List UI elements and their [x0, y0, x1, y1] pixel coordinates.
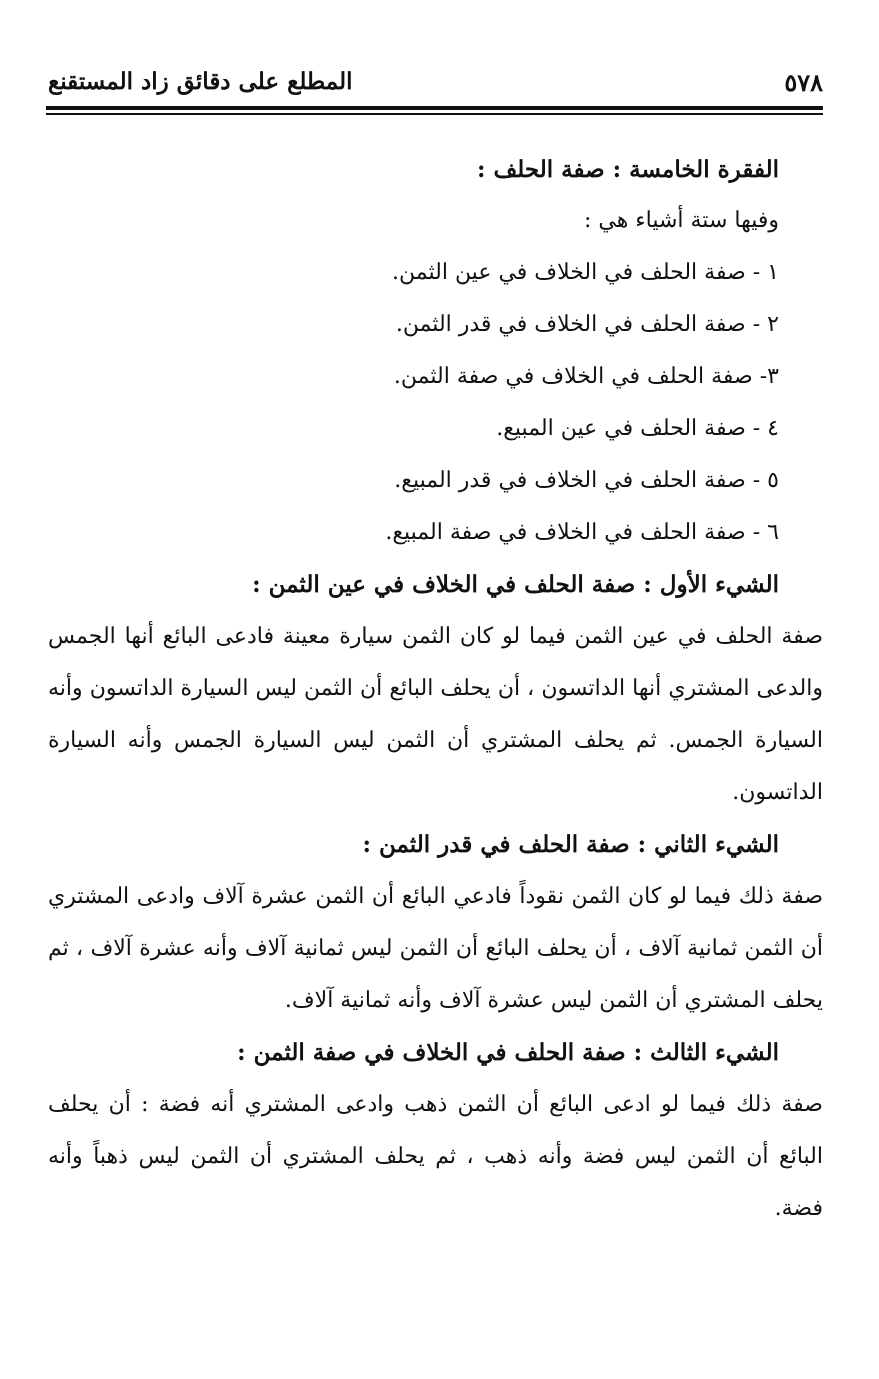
intro-line: وفيها ستة أشياء هي :: [583, 208, 779, 233]
part-paragraph: صفة ذلك فيما لو كان الثمن نقوداً فادعي البائع أن الثمن عشرة آلاف وادعى المشتري أن الثمن ثمانية آلاف ، أن يحلف البائع أن الثمن ليس ثمانية آلاف وأنه عشرة آلاف ، ثم يحلف المشتري أن الثمن ليس عشرة آلاف وأنه ثمانية آلاف.: [48, 884, 823, 1013]
list-item: ٤ - صفة الحلف في عين المبيع.: [496, 416, 779, 441]
list-item: ٥ - صفة الحلف في الخلاف في قدر المبيع.: [394, 468, 779, 493]
section-title: الفقرة الخامسة : صفة الحلف :: [476, 156, 779, 183]
header-rule-thick: [46, 106, 823, 110]
part-paragraph: صفة الحلف في عين الثمن فيما لو كان الثمن سيارة معينة فادعى البائع أنها الجمس والدعى المشتري أنها الداتسون ، أن يحلف البائع أن الثمن ليس السيارة الداتسون وأنه السيارة الجمس. ثم يحلف المشتري أن الثمن ليس السيارة الجمس وأنه السيارة الداتسون.: [48, 624, 823, 805]
list-item: ١ - صفة الحلف في الخلاف في عين الثمن.: [392, 260, 779, 285]
items-list: [48, 247, 779, 559]
page-number: ٥٧٨: [784, 68, 823, 97]
list-item: ٣- صفة الحلف في الخلاف في صفة الثمن.: [393, 364, 779, 389]
part-heading: الشيء الثالث : صفة الحلف في الخلاف في صفة الثمن :: [237, 1039, 779, 1066]
page-body: [48, 145, 823, 1235]
part-paragraph: صفة ذلك فيما لو ادعى البائع أن الثمن ذهب وادعى المشتري أنه فضة : أن يحلف البائع أن الثمن ليس فضة وأنه ذهب ، ثم يحلف المشتري أن الثمن ليس ذهباً وأنه فضة.: [48, 1092, 823, 1221]
part-heading: الشيء الأول : صفة الحلف في الخلاف في عين الثمن :: [252, 571, 779, 598]
page-header: [48, 62, 823, 102]
header-rule-thin: [46, 113, 823, 115]
list-item: ٢ - صفة الحلف في الخلاف في قدر الثمن.: [395, 312, 779, 337]
part-heading: الشيء الثاني : صفة الحلف في قدر الثمن :: [362, 831, 779, 858]
list-item: ٦ - صفة الحلف في الخلاف في صفة المبيع.: [385, 520, 779, 545]
running-title: المطلع على دقائق زاد المستقنع: [48, 68, 353, 95]
